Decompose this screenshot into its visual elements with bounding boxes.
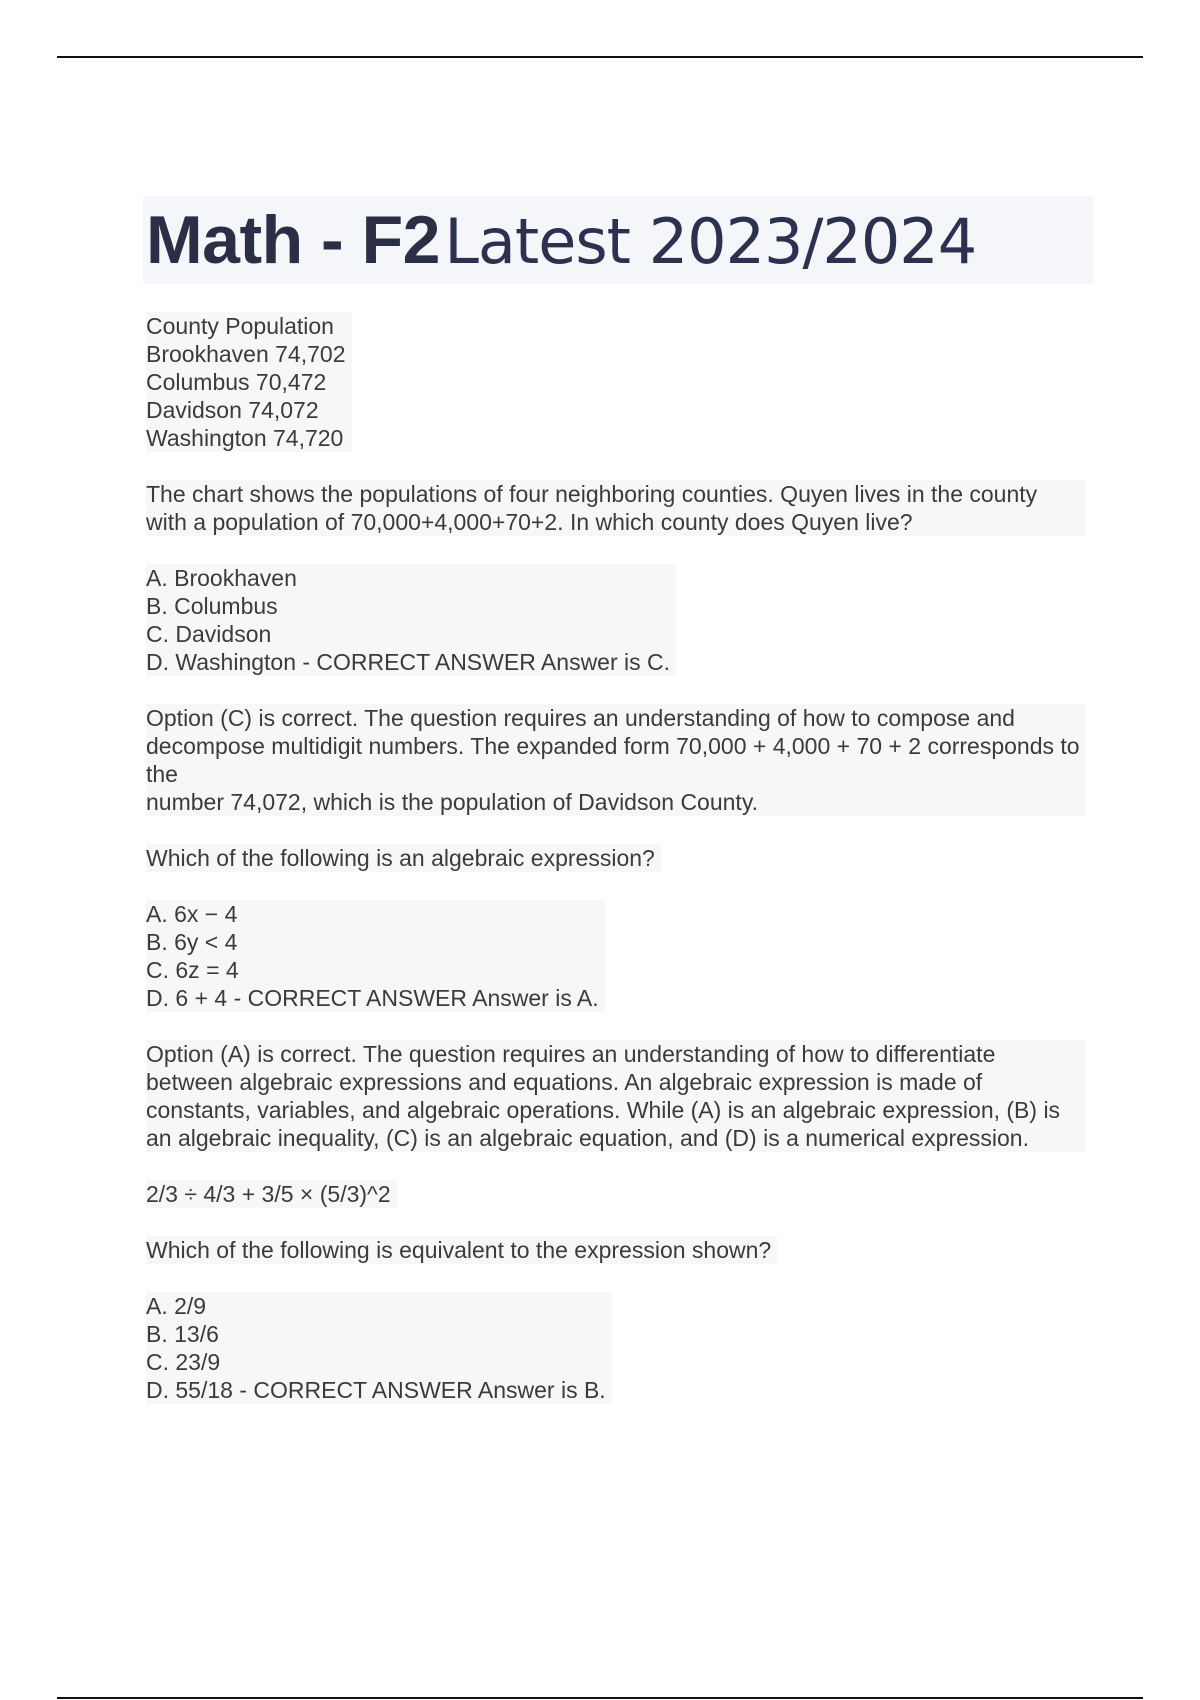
question-3-prompt: Which of the following is equivalent to the expression shown?: [146, 1236, 777, 1264]
answer-option: C. Davidson: [146, 621, 272, 647]
title-bold-part: Math - F2: [146, 202, 440, 278]
question-2-prompt: Which of the following is an algebraic expression?: [146, 844, 661, 872]
table-row: Davidson 74,072: [146, 397, 319, 423]
answer-option: A. 6x − 4: [146, 901, 238, 927]
question-1-options: [146, 564, 676, 676]
header-rule: [57, 56, 1143, 58]
question-2-explanation: Option (A) is correct. The question requires an understanding of how to differentiate between algebraic expressions and equations. An algebraic expression is made of constants, variables, and algebraic operations. While (A) is an algebraic expression, (B) is an algebraic inequality, (C) is an algebraic equation, and (D) is a numerical expression.: [146, 1040, 1086, 1152]
table-row: Washington 74,720: [146, 425, 344, 451]
answer-option: C. 23/9: [146, 1349, 221, 1375]
answer-option: B. Columbus: [146, 593, 278, 619]
question-2-options: [146, 900, 605, 1012]
document-body: [146, 312, 1086, 1432]
question-1-prompt: The chart shows the populations of four neighboring counties. Quyen lives in the county with a population of 70,000+4,000+70+2. In which county does Quyen live?: [146, 480, 1086, 536]
answer-option: C. 6z = 4: [146, 957, 239, 983]
title-light-part: Latest 2023/2024: [444, 205, 977, 278]
county-population-table: [146, 312, 352, 452]
answer-option: A. 2/9: [146, 1293, 207, 1319]
answer-option: D. Washington - CORRECT ANSWER Answer is C.: [146, 649, 671, 675]
answer-option: A. Brookhaven: [146, 565, 297, 591]
question-1-explanation: Option (C) is correct. The question requires an understanding of how to compose and decompose multidigit numbers. The expanded form 70,000 + 4,000 + 70 + 2 corresponds to the number 74,072, which is the population of Davidson County.: [146, 704, 1086, 816]
question-3-options: [146, 1292, 612, 1404]
question-3-expression: 2/3 ÷ 4/3 + 3/5 × (5/3)^2: [146, 1180, 397, 1208]
answer-option: B. 13/6: [146, 1321, 219, 1347]
answer-option: D. 6 + 4 - CORRECT ANSWER Answer is A.: [146, 985, 599, 1011]
footer-rule: [57, 1697, 1143, 1699]
answer-option: D. 55/18 - CORRECT ANSWER Answer is B.: [146, 1377, 606, 1403]
table-row: County Population: [146, 313, 334, 339]
document-title: [146, 198, 976, 282]
answer-option: B. 6y < 4: [146, 929, 238, 955]
table-row: Columbus 70,472: [146, 369, 327, 395]
table-row: Brookhaven 74,702: [146, 341, 346, 367]
